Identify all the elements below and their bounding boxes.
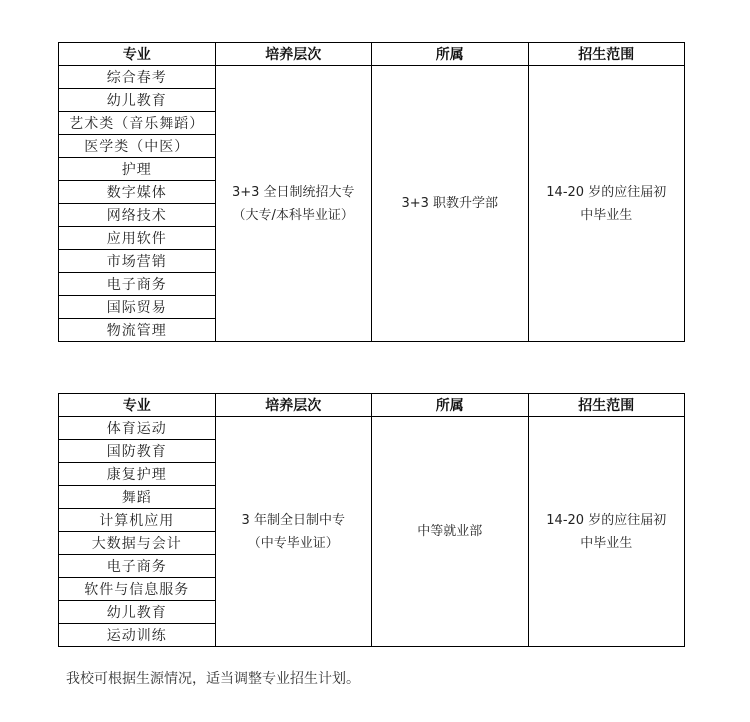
major-cell: 康复护理 [59,463,216,486]
department-cell: 中等就业部 [372,417,529,647]
header-level: 培养层次 [215,43,372,66]
header-major: 专业 [59,43,216,66]
major-cell: 电子商务 [59,273,216,296]
major-cell: 运动训练 [59,624,216,647]
table-row [59,417,685,440]
major-cell: 幼儿教育 [59,601,216,624]
scope-cell [528,66,685,342]
header-department: 所属 [372,394,529,417]
major-cell: 软件与信息服务 [59,578,216,601]
major-cell: 市场营销 [59,250,216,273]
scope-line: 中毕业生 [580,207,633,223]
header-scope: 招生范围 [528,394,685,417]
major-cell: 医学类（中医） [59,135,216,158]
major-cell: 计算机应用 [59,509,216,532]
major-cell: 护理 [59,158,216,181]
table-header-row [59,394,685,417]
scope-line: 中毕业生 [580,535,633,551]
level-cell [215,66,372,342]
scope-line: 14-20 岁的应往届初 [546,512,667,528]
scope-line: 14-20 岁的应往届初 [546,184,667,200]
level-line: （中专毕业证） [247,535,339,551]
major-cell: 物流管理 [59,319,216,342]
level-line: （大专/本科毕业证） [232,207,354,223]
major-cell: 网络技术 [59,204,216,227]
major-cell: 国际贸易 [59,296,216,319]
major-cell: 国防教育 [59,440,216,463]
major-cell: 数字媒体 [59,181,216,204]
level-cell [215,417,372,647]
level-line: 3 年制全日制中专 [241,512,345,528]
major-cell: 舞蹈 [59,486,216,509]
enrollment-table-2 [58,393,685,647]
header-scope: 招生范围 [528,43,685,66]
level-line: 3+3 全日制统招大专 [231,184,355,200]
major-cell: 电子商务 [59,555,216,578]
header-major: 专业 [59,394,216,417]
enrollment-table-1 [58,42,685,342]
header-level: 培养层次 [215,394,372,417]
major-cell: 艺术类（音乐舞蹈） [59,112,216,135]
major-cell: 应用软件 [59,227,216,250]
department-cell: 3+3 职教升学部 [372,66,529,342]
major-cell: 体育运动 [59,417,216,440]
major-cell: 幼儿教育 [59,89,216,112]
scope-cell [528,417,685,647]
footnote: 我校可根据生源情况，适当调整专业招生计划。 [66,671,360,687]
major-cell: 综合春考 [59,66,216,89]
header-department: 所属 [372,43,529,66]
table-header-row [59,43,685,66]
table-row [59,66,685,89]
major-cell: 大数据与会计 [59,532,216,555]
